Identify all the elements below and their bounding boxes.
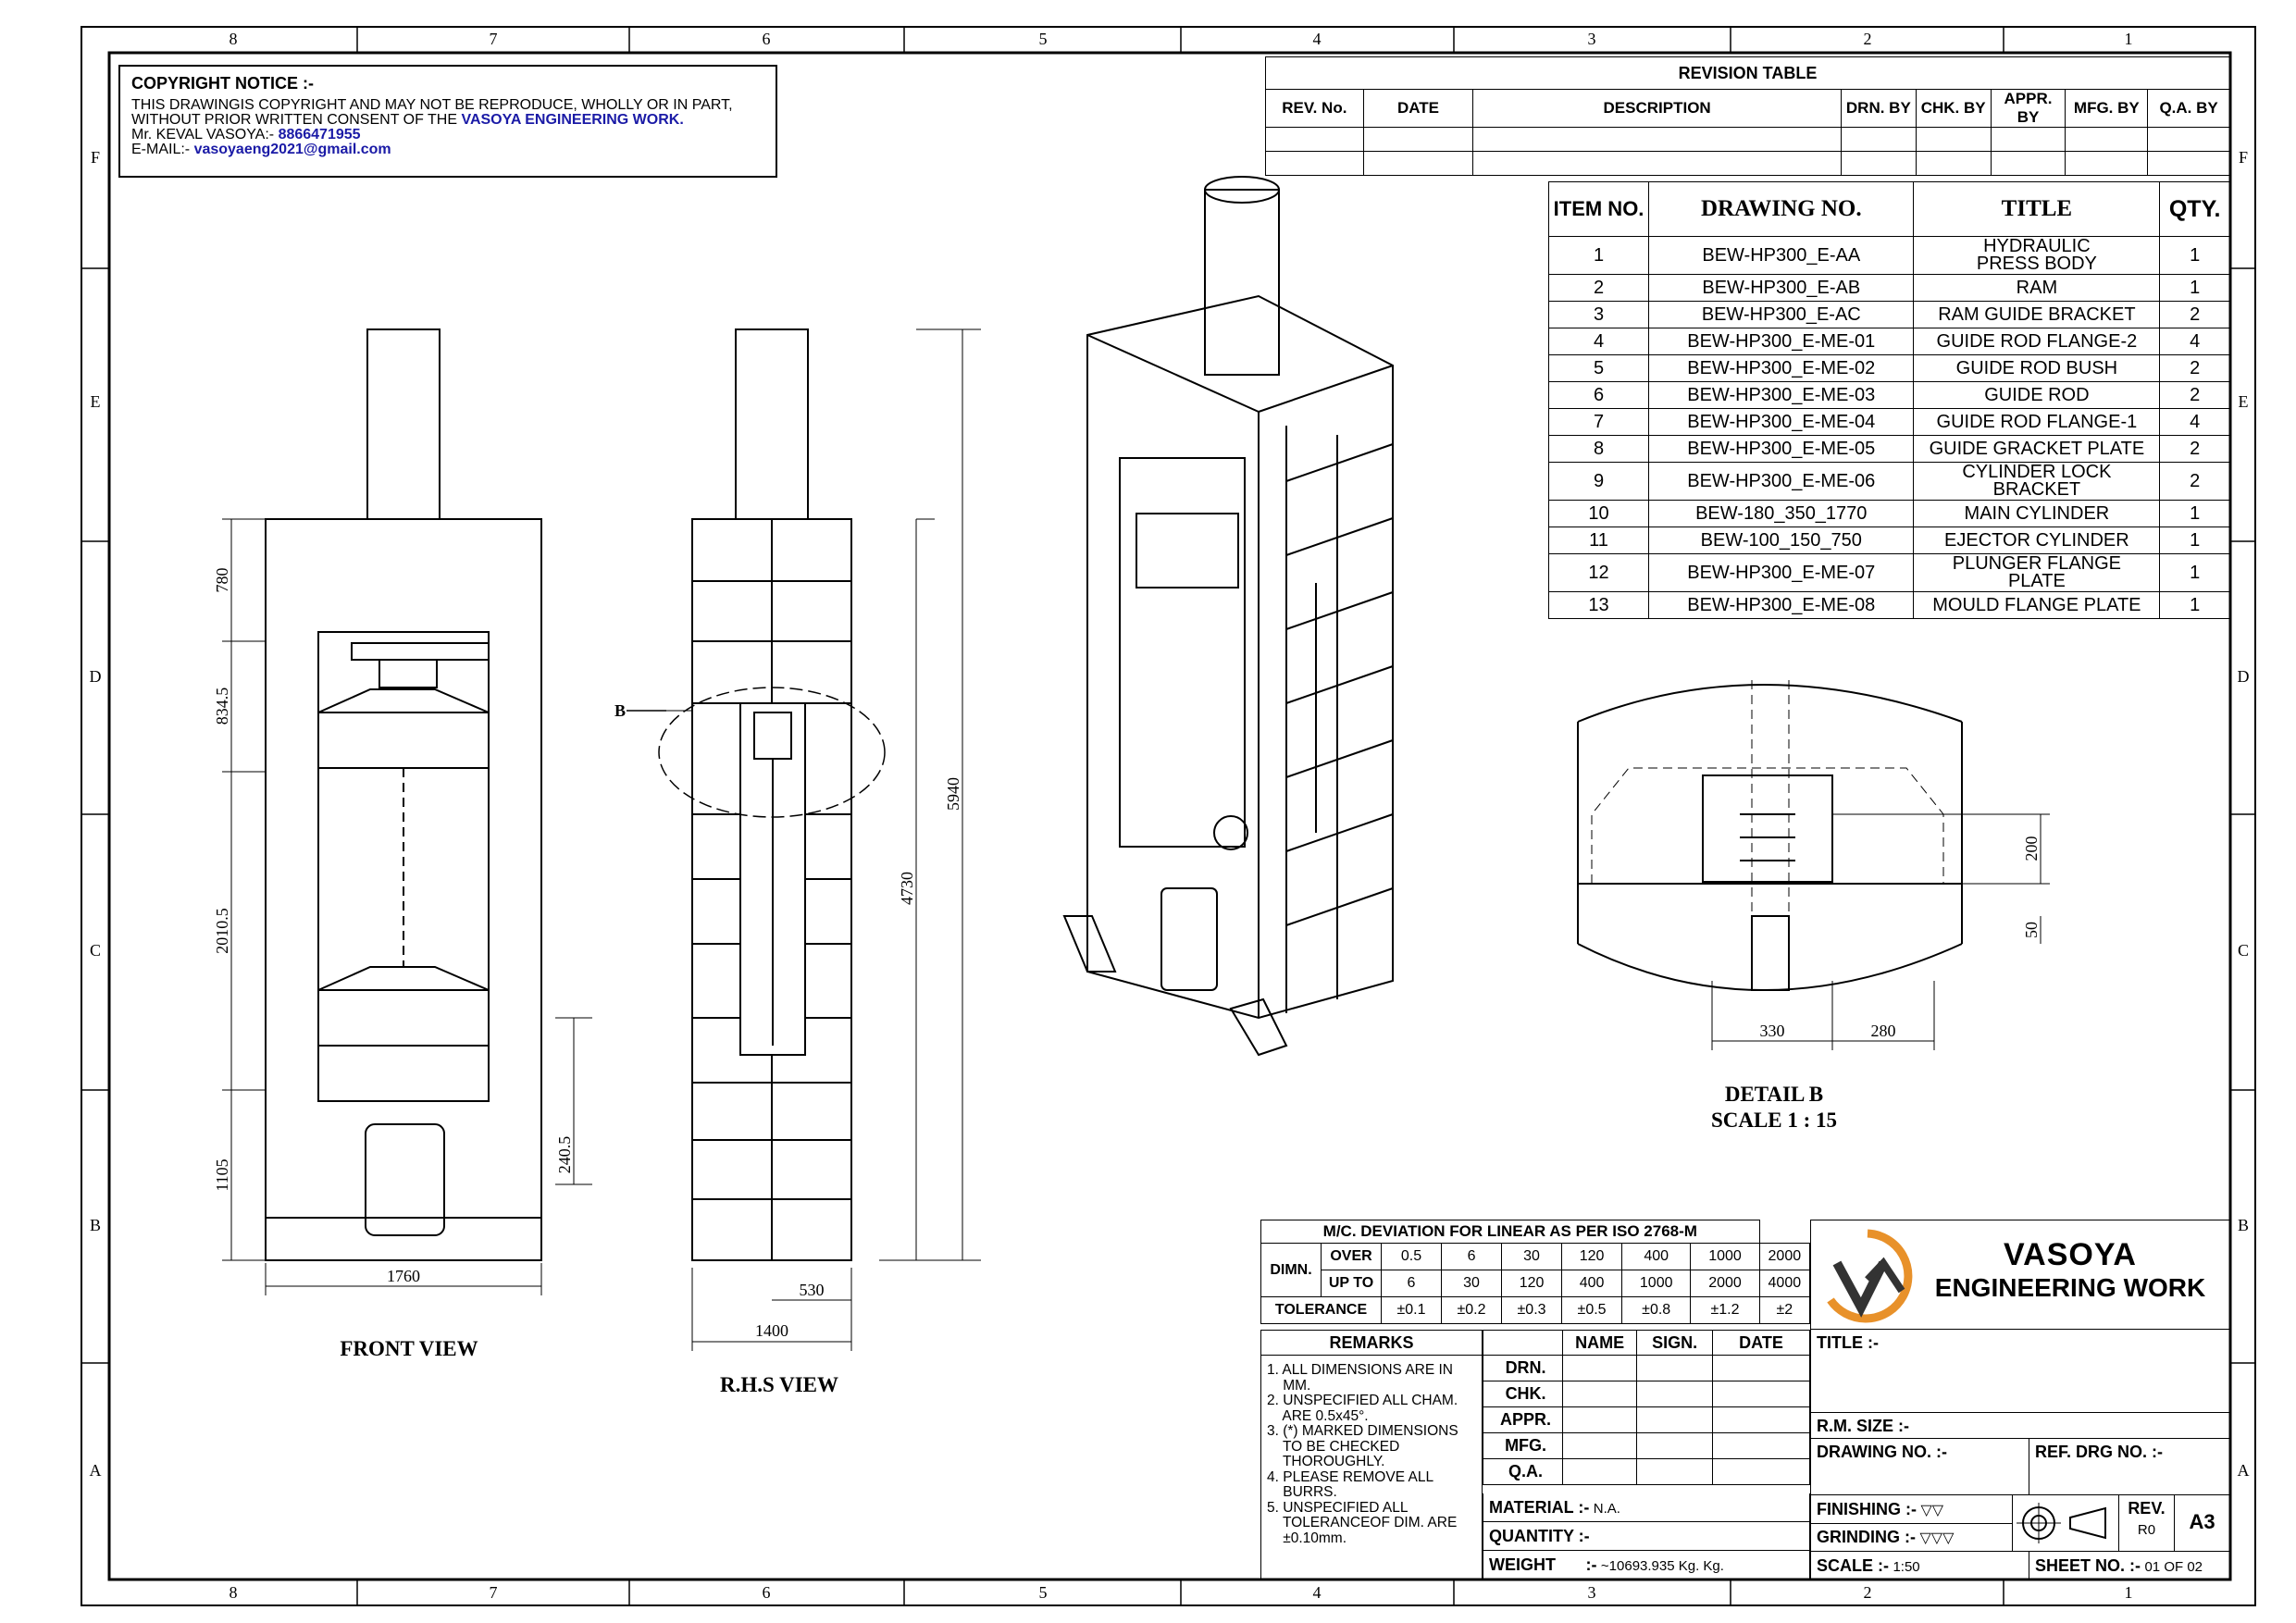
signoff-row xyxy=(1483,1407,1810,1433)
sheet-size: A3 xyxy=(2189,1510,2215,1533)
zone-top-6: 6 xyxy=(762,30,771,48)
remark-line: TO BE CHECKED xyxy=(1267,1438,1400,1455)
signoff-date-header: DATE xyxy=(1713,1331,1810,1356)
zone-bottom-6: 6 xyxy=(762,1583,771,1602)
weight-value: ~10693.935 Kg. Kg. xyxy=(1600,1558,1724,1574)
scale-value: 1:50 xyxy=(1893,1559,1920,1575)
upto-value: 120 xyxy=(1502,1270,1562,1297)
tolerance-upto-row xyxy=(1261,1270,1810,1297)
item-title-cell: MOULD FLANGE PLATE xyxy=(1914,592,2160,619)
qty-cell: 1 xyxy=(2160,554,2230,592)
rev-no-header: REV. No. xyxy=(1266,90,1364,128)
dim-240-5: 240.5 xyxy=(555,1135,574,1174)
company-logo xyxy=(1817,1226,1918,1323)
items-header-row xyxy=(1549,182,2230,237)
item-no-cell: 3 xyxy=(1549,302,1649,328)
weight-sep: :- xyxy=(1585,1555,1597,1574)
item-title-cell: GUIDE ROD FLANGE-1 xyxy=(1914,409,2160,436)
over-label: OVER xyxy=(1322,1244,1382,1270)
remark-line: 1. ALL DIMENSIONS ARE IN xyxy=(1267,1362,1453,1378)
rhs-dimension-lines xyxy=(666,329,981,1351)
remarks-list xyxy=(1261,1356,1482,1546)
front-ram-top xyxy=(352,643,489,660)
remark-line: 4. PLEASE REMOVE ALL xyxy=(1267,1468,1434,1485)
item-title-cell: EJECTOR CYLINDER xyxy=(1914,527,2160,554)
company-block xyxy=(1810,1220,2230,1330)
tolerance-table xyxy=(1260,1220,1810,1324)
copyright-company: VASOYA ENGINEERING WORK. xyxy=(461,112,684,128)
quantity-row xyxy=(1483,1522,1809,1551)
tolerance-label: TOLERANCE xyxy=(1261,1297,1382,1324)
zone-left-F: F xyxy=(90,148,101,167)
upto-value: 1000 xyxy=(1622,1270,1691,1297)
zone-top-3: 3 xyxy=(1587,30,1596,48)
dim-4730: 4730 xyxy=(898,872,916,905)
qty-cell: 1 xyxy=(2160,592,2230,619)
item-row xyxy=(1549,237,2230,275)
rm-size-row xyxy=(1811,1413,2229,1439)
finish-cell xyxy=(1811,1495,2013,1551)
detail-b-scale: SCALE 1 : 15 xyxy=(1710,1109,1838,1132)
zone-right-D: D xyxy=(2237,667,2250,686)
zone-bottom-3: 3 xyxy=(1587,1583,1596,1602)
signoff-row xyxy=(1483,1433,1810,1459)
zone-left-E: E xyxy=(90,392,101,411)
item-row xyxy=(1549,302,2230,328)
upto-label: UP TO xyxy=(1322,1270,1382,1297)
drawing-no-cell: BEW-100_150_750 xyxy=(1649,527,1914,554)
qty-cell: 2 xyxy=(2160,382,2230,409)
grinding-symbol: ▽▽▽ xyxy=(1919,1530,1955,1546)
item-title-cell: RAM GUIDE BRACKET xyxy=(1914,302,2160,328)
item-no-cell: 9 xyxy=(1549,463,1649,501)
scale-label: SCALE :- xyxy=(1817,1556,1889,1575)
revision-header-row xyxy=(1266,90,2230,128)
item-row xyxy=(1549,501,2230,527)
qty-cell: 2 xyxy=(2160,463,2230,501)
item-title-cell: MAIN CYLINDER xyxy=(1914,501,2160,527)
remark-line: ARE 0.5x45°. xyxy=(1267,1407,1369,1424)
item-no-cell: 11 xyxy=(1549,527,1649,554)
weight-row xyxy=(1483,1551,1809,1579)
iso-cylinder-body xyxy=(1205,190,1279,375)
zone-bottom-8: 8 xyxy=(229,1583,238,1602)
copyright-line2 xyxy=(131,113,766,128)
title-header: TITLE xyxy=(1914,182,2160,237)
item-title-cell: GUIDE ROD BUSH xyxy=(1914,355,2160,382)
dimn-label: DIMN. xyxy=(1261,1244,1322,1297)
drawing-no-row xyxy=(1811,1439,2229,1495)
revision-table xyxy=(1265,56,2230,176)
drawing-no-cell xyxy=(1811,1439,2029,1494)
tolerance-value: ±0.5 xyxy=(1562,1297,1622,1324)
dim-2010-5: 2010.5 xyxy=(213,908,231,954)
grinding-row xyxy=(1811,1524,2012,1551)
remark-line: TOLERANCEOF DIM. ARE xyxy=(1267,1515,1458,1530)
drawing-no-cell: BEW-HP300_E-ME-02 xyxy=(1649,355,1914,382)
copyright-line4 xyxy=(131,142,766,157)
scale-row xyxy=(1811,1552,2229,1580)
front-ram-body xyxy=(318,712,489,768)
copyright-line1: THIS DRAWINGIS COPYRIGHT AND MAY NOT BE REPRODUCE, WHOLLY OR IN PART, xyxy=(131,97,733,113)
drawing-no-cell: BEW-HP300_E-ME-06 xyxy=(1649,463,1914,501)
zone-right-B: B xyxy=(2237,1216,2250,1234)
revision-empty-row xyxy=(1266,128,2230,152)
item-title-cell: PLUNGER FLANGE PLATE xyxy=(1914,554,2160,592)
dim-50: 50 xyxy=(2022,922,2041,938)
item-row xyxy=(1549,355,2230,382)
rhs-view-drawing xyxy=(659,329,885,1260)
signoff-role: MFG. xyxy=(1483,1433,1563,1459)
rhs-cylinder xyxy=(736,329,808,519)
grinding-label: GRINDING :- xyxy=(1817,1528,1916,1546)
qty-cell: 2 xyxy=(2160,302,2230,328)
item-row xyxy=(1549,592,2230,619)
title-block xyxy=(1810,1330,2230,1580)
dim-280: 280 xyxy=(1870,1022,1896,1040)
front-view-title: FRONT VIEW xyxy=(340,1337,478,1360)
drawing-no-cell: BEW-HP300_E-ME-03 xyxy=(1649,382,1914,409)
zone-bottom-7: 7 xyxy=(489,1583,498,1602)
copyright-line2-text: WITHOUT PRIOR WRITTEN CONSENT OF THE xyxy=(131,112,462,128)
tolerance-value: ±0.8 xyxy=(1622,1297,1691,1324)
zone-top-5: 5 xyxy=(1038,30,1048,48)
over-value: 120 xyxy=(1562,1244,1622,1270)
qty-cell: 4 xyxy=(2160,328,2230,355)
front-view-drawing xyxy=(266,329,541,1260)
material-label: MATERIAL :- xyxy=(1489,1498,1590,1517)
front-bed xyxy=(318,990,489,1046)
quantity-label: QUANTITY :- xyxy=(1489,1527,1590,1545)
iso-window xyxy=(1120,458,1245,847)
remark-line: MM. xyxy=(1267,1377,1311,1394)
tolerance-value: ±1.2 xyxy=(1691,1297,1759,1324)
title-row xyxy=(1811,1330,2229,1413)
rev-value: R0 xyxy=(2137,1522,2156,1538)
drawing-no-cell: BEW-HP300_E-ME-01 xyxy=(1649,328,1914,355)
material-row xyxy=(1483,1493,1809,1522)
dim-780: 780 xyxy=(213,567,231,593)
title-label: TITLE :- xyxy=(1817,1333,1879,1352)
rev-cell xyxy=(2119,1495,2175,1551)
revision-table-title: REVISION TABLE xyxy=(1266,57,2230,90)
zone-top-2: 2 xyxy=(1863,30,1872,48)
tolerance-over-row xyxy=(1261,1244,1810,1270)
item-no-cell: 2 xyxy=(1549,275,1649,302)
material-block xyxy=(1483,1493,1810,1580)
revision-empty-row xyxy=(1266,152,2230,176)
item-title-cell: RAM xyxy=(1914,275,2160,302)
dim-1400: 1400 xyxy=(755,1321,788,1340)
item-title-cell: GUIDE ROD FLANGE-2 xyxy=(1914,328,2160,355)
remarks-block xyxy=(1260,1330,1483,1580)
front-cylinder xyxy=(367,329,440,519)
ref-drg-label: REF. DRG NO. :- xyxy=(2035,1443,2163,1461)
tolerance-value: ±0.1 xyxy=(1382,1297,1442,1324)
item-row xyxy=(1549,382,2230,409)
company-name-2: ENGINEERING WORK xyxy=(1934,1273,2206,1302)
signoff-name-header: NAME xyxy=(1563,1331,1637,1356)
zone-top-8: 8 xyxy=(229,30,238,48)
over-value: 2000 xyxy=(1759,1244,1809,1270)
material-value: N.A. xyxy=(1593,1501,1620,1517)
copyright-contact: Mr. KEVAL VASOYA:- xyxy=(131,127,279,142)
third-angle-projection-icon xyxy=(2013,1495,2116,1549)
front-dimension-lines xyxy=(222,519,592,1295)
item-no-cell: 13 xyxy=(1549,592,1649,619)
drawing-no-cell: BEW-HP300_E-AB xyxy=(1649,275,1914,302)
scale-cell xyxy=(1811,1552,2029,1580)
signoff-role: APPR. xyxy=(1483,1407,1563,1433)
zone-right-A: A xyxy=(2237,1461,2250,1480)
dim-1760: 1760 xyxy=(387,1267,420,1285)
sheet-no-label: SHEET NO. :- xyxy=(2035,1556,2141,1575)
signoff-header-row xyxy=(1483,1331,1810,1356)
copyright-line3 xyxy=(131,128,766,142)
dim-5940: 5940 xyxy=(944,777,962,811)
item-no-cell: 5 xyxy=(1549,355,1649,382)
rev-qa-header: Q.A. BY xyxy=(2148,90,2230,128)
detail-dimension-lines xyxy=(1712,814,2050,1050)
weight-label: WEIGHT xyxy=(1489,1555,1556,1574)
rev-drn-header: DRN. BY xyxy=(1841,90,1916,128)
tolerance-title: M/C. DEVIATION FOR LINEAR AS PER ISO 2768-M xyxy=(1261,1220,1760,1244)
qty-cell: 1 xyxy=(2160,501,2230,527)
sheet-no-cell xyxy=(2029,1552,2229,1580)
over-value: 1000 xyxy=(1691,1244,1759,1270)
section-label-b: B xyxy=(614,701,627,720)
qty-cell: 1 xyxy=(2160,527,2230,554)
zone-left-D: D xyxy=(89,667,102,686)
item-title-cell: HYDRAULIC PRESS BODY xyxy=(1914,237,2160,275)
finish-row xyxy=(1811,1495,2229,1552)
qty-cell: 2 xyxy=(2160,355,2230,382)
remark-line: 5. UNSPECIFIED ALL xyxy=(1267,1499,1409,1516)
signoff-row xyxy=(1483,1356,1810,1381)
item-no-cell: 7 xyxy=(1549,409,1649,436)
finishing-row xyxy=(1811,1495,2012,1524)
upto-value: 6 xyxy=(1382,1270,1442,1297)
qty-cell: 4 xyxy=(2160,409,2230,436)
drawing-no-cell: BEW-180_350_1770 xyxy=(1649,501,1914,527)
zone-bottom-1: 1 xyxy=(2124,1583,2133,1602)
drawing-no-cell: BEW-HP300_E-ME-05 xyxy=(1649,436,1914,463)
copyright-email[interactable]: vasoyaeng2021@gmail.com xyxy=(193,142,391,157)
zone-bottom-2: 2 xyxy=(1863,1583,1872,1602)
signoff-row xyxy=(1483,1459,1810,1485)
zone-left-A: A xyxy=(89,1461,102,1480)
drawing-no-cell: BEW-HP300_E-ME-04 xyxy=(1649,409,1914,436)
detail-b-drawing xyxy=(1578,680,1962,990)
rev-label: REV. xyxy=(2128,1499,2166,1518)
remark-line: 3. (*) MARKED DIMENSIONS xyxy=(1267,1423,1458,1439)
tolerance-value: ±0.3 xyxy=(1502,1297,1562,1324)
upto-value: 2000 xyxy=(1691,1270,1759,1297)
item-no-cell: 12 xyxy=(1549,554,1649,592)
remarks-title: REMARKS xyxy=(1261,1331,1482,1356)
over-value: 6 xyxy=(1442,1244,1502,1270)
rev-chk-header: CHK. BY xyxy=(1916,90,1991,128)
finishing-label: FINISHING :- xyxy=(1817,1500,1917,1518)
upto-value: 30 xyxy=(1442,1270,1502,1297)
zone-bottom-5: 5 xyxy=(1038,1583,1048,1602)
tolerance-value: ±0.2 xyxy=(1442,1297,1502,1324)
dim-1105: 1105 xyxy=(213,1158,231,1192)
drawing-no-cell: BEW-HP300_E-ME-08 xyxy=(1649,592,1914,619)
qty-cell: 1 xyxy=(2160,237,2230,275)
item-title-cell: GUIDE GRACKET PLATE xyxy=(1914,436,2160,463)
item-row xyxy=(1549,554,2230,592)
remark-line: BURRS. xyxy=(1267,1484,1337,1500)
qty-header: QTY. xyxy=(2160,182,2230,237)
projection-symbol-cell xyxy=(2013,1495,2119,1551)
over-value: 400 xyxy=(1622,1244,1691,1270)
rev-description-header: DESCRIPTION xyxy=(1473,90,1842,128)
tolerance-values-row xyxy=(1261,1297,1810,1324)
qty-cell: 1 xyxy=(2160,275,2230,302)
over-value: 0.5 xyxy=(1382,1244,1442,1270)
item-no-cell: 10 xyxy=(1549,501,1649,527)
item-no-header: ITEM NO. xyxy=(1549,182,1649,237)
remark-line: THOROUGHLY. xyxy=(1267,1454,1385,1469)
zone-right-E: E xyxy=(2238,392,2249,411)
drawing-no-cell: BEW-HP300_E-ME-07 xyxy=(1649,554,1914,592)
item-row xyxy=(1549,328,2230,355)
copyright-notice xyxy=(118,65,777,178)
item-no-cell: 4 xyxy=(1549,328,1649,355)
dim-200: 200 xyxy=(2022,836,2041,861)
remark-line: 2. UNSPECIFIED ALL CHAM. xyxy=(1267,1393,1458,1408)
drawing-no-header: DRAWING NO. xyxy=(1649,182,1914,237)
rm-size-label: R.M. SIZE :- xyxy=(1817,1417,1909,1435)
signoff-role: Q.A. xyxy=(1483,1459,1563,1485)
item-no-cell: 1 xyxy=(1549,237,1649,275)
drawing-no-cell: BEW-HP300_E-AC xyxy=(1649,302,1914,328)
signoff-row xyxy=(1483,1381,1810,1407)
sheet-no-value: 01 OF 02 xyxy=(2144,1559,2203,1575)
upto-value: 4000 xyxy=(1759,1270,1809,1297)
zone-left-C: C xyxy=(89,941,102,960)
zone-right-F: F xyxy=(2238,148,2249,167)
copyright-email-label: E-MAIL:- xyxy=(131,142,194,157)
zone-right-C: C xyxy=(2237,941,2250,960)
signoff-sign-header: SIGN. xyxy=(1637,1331,1713,1356)
rev-appr-header: APPR. BY xyxy=(1991,90,2066,128)
detail-b-title: DETAIL B xyxy=(1724,1083,1824,1106)
tolerance-value: ±2 xyxy=(1759,1297,1809,1324)
item-row xyxy=(1549,463,2230,501)
ref-drg-cell xyxy=(2029,1439,2229,1494)
zone-bottom-4: 4 xyxy=(1312,1583,1322,1602)
company-name-1: VASOYA xyxy=(2004,1237,2137,1272)
copyright-phone: 8866471955 xyxy=(278,127,361,142)
item-row xyxy=(1549,436,2230,463)
qty-cell: 2 xyxy=(2160,436,2230,463)
item-row xyxy=(1549,409,2230,436)
item-row xyxy=(1549,527,2230,554)
isometric-view-drawing xyxy=(1064,177,1393,1055)
rev-mfg-header: MFG. BY xyxy=(2066,90,2148,128)
copyright-title: COPYRIGHT NOTICE :- xyxy=(131,74,314,93)
item-row xyxy=(1549,275,2230,302)
zone-top-7: 7 xyxy=(489,30,498,48)
item-no-cell: 6 xyxy=(1549,382,1649,409)
remark-line: ±0.10mm. xyxy=(1267,1530,1347,1546)
rev-date-header: DATE xyxy=(1363,90,1473,128)
signoff-role: DRN. xyxy=(1483,1356,1563,1381)
dim-330: 330 xyxy=(1759,1022,1785,1040)
zone-left-B: B xyxy=(89,1216,102,1234)
item-title-cell: GUIDE ROD xyxy=(1914,382,2160,409)
items-body xyxy=(1549,237,2230,619)
upto-value: 400 xyxy=(1562,1270,1622,1297)
item-no-cell: 8 xyxy=(1549,436,1649,463)
zone-top-4: 4 xyxy=(1312,30,1322,48)
over-value: 30 xyxy=(1502,1244,1562,1270)
detail-plate xyxy=(1703,775,1832,882)
item-title-cell: CYLINDER LOCK BRACKET xyxy=(1914,463,2160,501)
zone-top-1: 1 xyxy=(2124,30,2133,48)
finishing-symbol: ▽▽ xyxy=(1920,1503,1944,1518)
dim-834-5: 834.5 xyxy=(213,687,231,725)
items-table xyxy=(1548,181,2230,619)
drawing-no-label: DRAWING NO. :- xyxy=(1817,1443,1947,1461)
dim-530: 530 xyxy=(799,1281,825,1299)
signoff-table xyxy=(1483,1330,1810,1485)
rhs-view-title: R.H.S VIEW xyxy=(719,1373,839,1396)
signoff-role: CHK. xyxy=(1483,1381,1563,1407)
drawing-no-cell: BEW-HP300_E-AA xyxy=(1649,237,1914,275)
